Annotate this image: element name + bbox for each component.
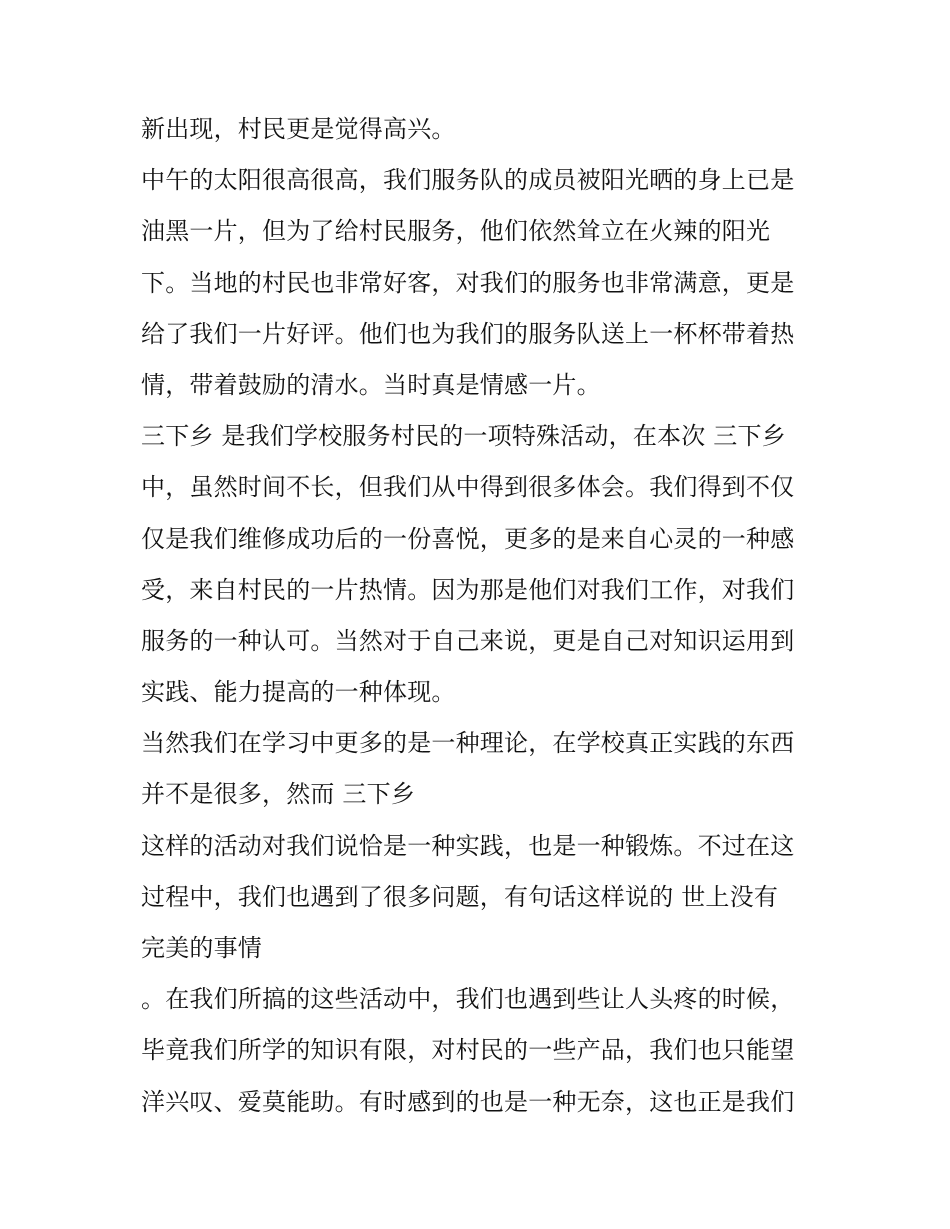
text-line: 中，虽然时间不长，但我们从中得到很多体会。我们得到不仅 xyxy=(141,473,795,502)
text-line: 情，带着鼓励的清水。当时真是情感一片。 xyxy=(141,370,601,399)
text-line: 油黑一片，但为了给村民服务，他们依然耸立在火辣的阳光 xyxy=(141,217,771,246)
text-line: 仅是我们维修成功后的一份喜悦，更多的是来自心灵的一种感 xyxy=(141,524,795,553)
body-text xyxy=(141,104,821,1128)
text-line: 给了我们一片好评。他们也为我们的服务队送上一杯杯带着热 xyxy=(141,319,795,348)
text-line: 并不是很多，然而 三下乡 xyxy=(141,780,416,809)
text-line: 过程中，我们也遇到了很多问题，有句话这样说的 世上没有 xyxy=(141,882,779,911)
text-line: 洋兴叹、爱莫能助。有时感到的也是一种无奈，这也正是我们 xyxy=(141,1087,795,1116)
text-line: 。在我们所搞的这些活动中，我们也遇到些让人头疼的时候， xyxy=(141,985,795,1014)
text-line: 实践、能力提高的一种体现。 xyxy=(141,678,456,707)
text-line: 完美的事情 xyxy=(141,934,262,962)
text-line: 毕竟我们所学的知识有限，对村民的一些产品，我们也只能望 xyxy=(141,1036,795,1065)
text-line: 当然我们在学习中更多的是一种理论，在学校真正实践的东西 xyxy=(141,729,795,758)
text-line: 受，来自村民的一片热情。因为那是他们对我们工作，对我们 xyxy=(141,575,795,604)
text-line: 中午的太阳很高很高，我们服务队的成员被阳光晒的身上已是 xyxy=(141,166,795,195)
text-line: 服务的一种认可。当然对于自己来说，更是自己对知识运用到 xyxy=(141,626,795,655)
text-line: 三下乡 是我们学校服务村民的一项特殊活动，在本次 三下乡 xyxy=(141,422,786,451)
text-line: 这样的活动对我们说恰是一种实践，也是一种锻炼。不过在这 xyxy=(141,831,795,860)
text-line: 下。当地的村民也非常好客，对我们的服务也非常满意，更是 xyxy=(141,268,795,297)
text-line: 新出现，村民更是觉得高兴。 xyxy=(141,115,456,143)
